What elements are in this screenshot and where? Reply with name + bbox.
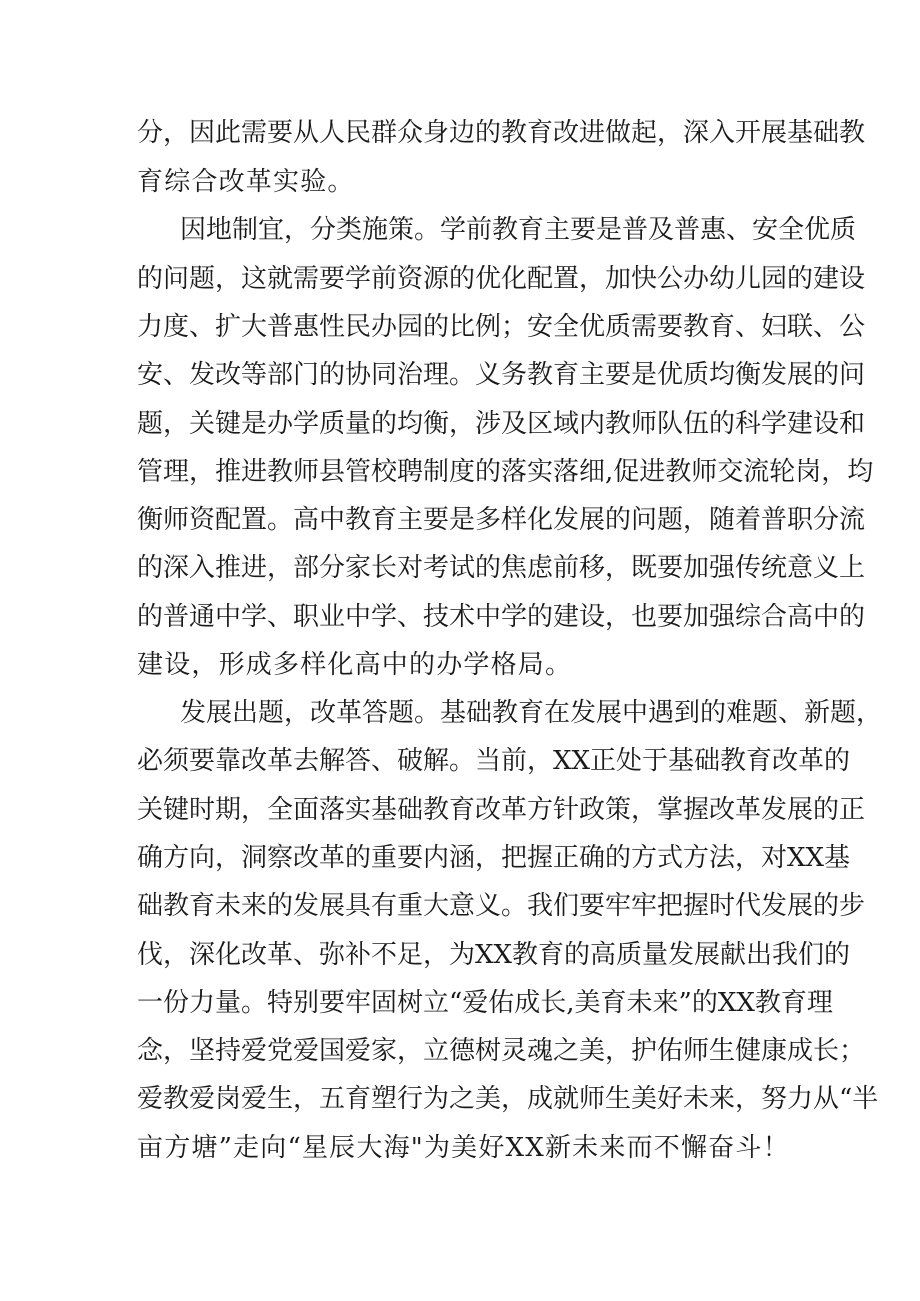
text-line: 题，关键是办学质量的均衡，涉及区域内教师队伍的科学建设和 [137, 409, 866, 439]
text-line: 育综合改革实验。 [137, 167, 355, 197]
text-line: 必须要靠改革去解答、破解。当前，XX正处于基础教育改革的 [137, 746, 851, 776]
text-line: 的问题，这就需要学前资源的优化配置，加快公办幼儿园的建设 [137, 264, 866, 294]
text-line: 伐，深化改革、弥补不足，为XX教育的高质量发展献出我们的 [137, 940, 851, 970]
text-line: 力度、扩大普惠性民办园的比例；安全优质需要教育、妇联、公 [137, 312, 866, 342]
text-line: 念，坚持爱党爱国爱家，立德树灵魂之美，护佑师生健康成长； [137, 1036, 866, 1066]
text-line: 础教育未来的发展具有重大意义。我们要牢牢把握时代发展的步 [137, 891, 866, 921]
text-line: 的深入推进，部分家长对考试的焦虑前移，既要加强传统意义上 [137, 553, 866, 583]
text-line: 爱教爱岗爱生，五育塑行为之美，成就师生美好未来，努力从“半 [137, 1084, 879, 1114]
text-line: 确方向，洞察改革的重要内涵，把握正确的方式方法，对XX基 [137, 843, 851, 873]
text-line: 分，因此需要从人民群众身边的教育改进做起，深入开展基础教 [137, 118, 866, 148]
text-line: 关键时期，全面落实基础教育改革方针政策，掌握改革发展的正 [137, 795, 866, 825]
text-line: 衡师资配置。高中教育主要是多样化发展的问题，随着普职分流 [137, 505, 866, 535]
text-line: 的普通中学、职业中学、技术中学的建设，也要加强综合高中的 [137, 602, 866, 632]
text-line: 亩方塘”走向“星辰大海"为美好XX新未来而不懈奋斗！ [137, 1133, 790, 1163]
paragraph-start-line: 因地制宜，分类施策。学前教育主要是普及普惠、安全优质 [180, 215, 857, 245]
text-line: 安、发改等部门的协同治理。义务教育主要是优质均衡发展的问 [137, 360, 866, 390]
paragraph-start-line: 发展出题，改革答题。基础教育在发展中遇到的难题、新题， [180, 698, 883, 728]
text-line: 管理，推进教师县管校聘制度的落实落细,促进教师交流轮岗，均 [137, 457, 874, 487]
text-line: 建设，形成多样化高中的办学格局。 [137, 650, 573, 680]
text-line: 一份力量。特别要牢固树立“爱佑成长,美育未来”的XX教育理 [137, 988, 833, 1018]
